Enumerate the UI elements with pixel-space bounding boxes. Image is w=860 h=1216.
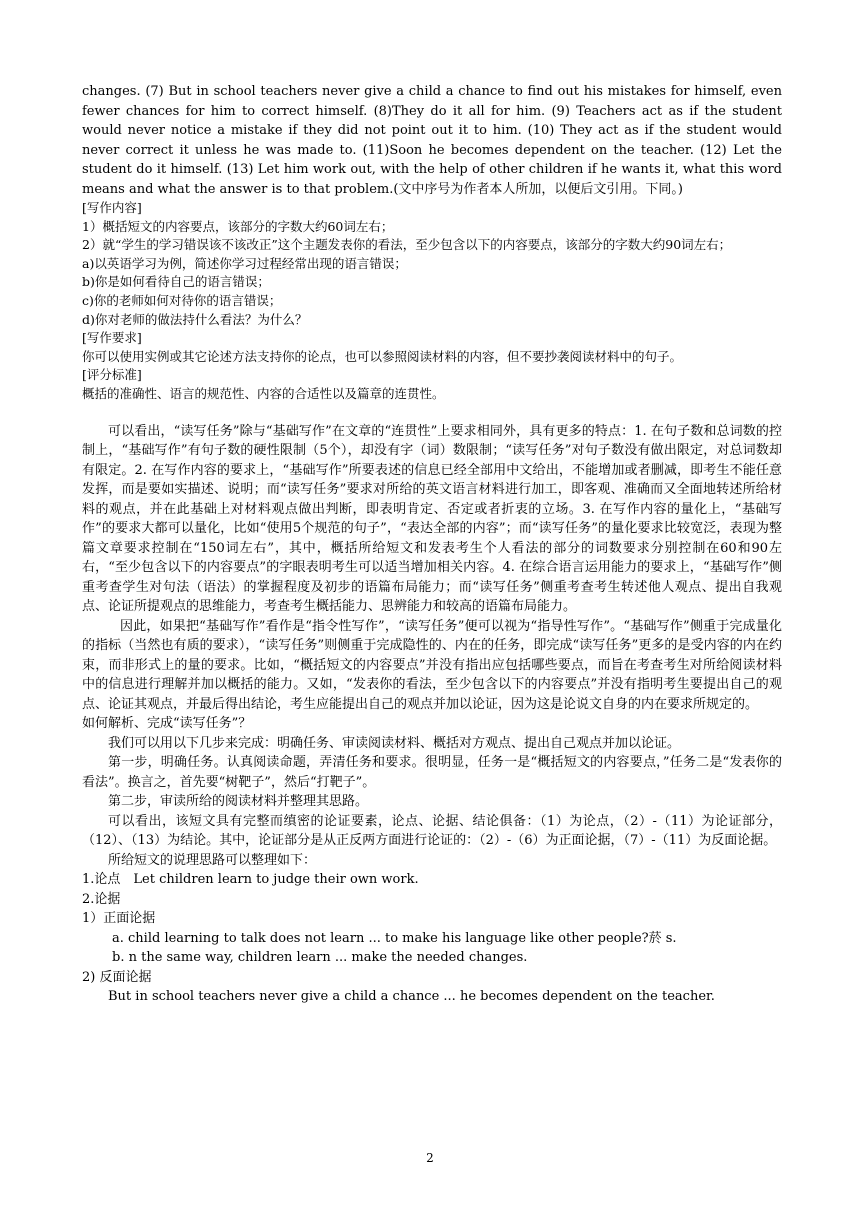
task-item-d: d)你对老师的做法持什么看法？为什么？ — [82, 311, 308, 327]
argument-structure-paragraph: 可以看出，该短文具有完整而缜密的论证要素，论点、论据、结论俱备：（1）为论点，（2）-（11）为论证部分，（12）、（13）为结论。其中，论证部分是从正反两方面进行论证的：（2）-（6）为正面论据，（7）-（11）为反面论据。 — [82, 813, 782, 849]
page-number: 2 — [426, 1151, 434, 1165]
task-item-1: 1）概括短文的内容要点，该部分的字数大约60词左右； — [82, 218, 394, 234]
task-item-b: b)你是如何看待自己的语言错误； — [82, 274, 270, 290]
task-item-a: a)以英语学习为例，简述你学习过程经常出现的语言错误； — [82, 255, 407, 271]
step-one-paragraph: 第一步，明确任务。认真阅读命题，弄清任务和要求。很明显，任务一是“概括短文的内容要点，”任务二是“发表你的看法”。换言之，首先要“树靶子”，然后“打靶子”。 — [82, 755, 782, 790]
document-page — [82, 82, 782, 1007]
requirement-header: [写作要求] — [82, 330, 142, 346]
analysis-paragraph-1: 可以看出，“读写任务”除与“基础写作”在文章的“连贯性”上要求相同外，具有更多的特点：1. 在句子数和总词数的控制上，“基础写作”有句子数的硬性限制（5个），却没有字（词）数限制；“读写任务”对句子数没有做出限定，对总词数却有限定。2. 在写作内容的要求上，“基础写作”所要表述的信息已经全部用中文给出，不能增加或者删减，即考生不能任意发挥，而是要如实描述、说明；而“读写任务”要求对所给的英文语言材料进行加工，即客观、准确而又全面地转述所给材料的观点，并在此基础上对材料观点做出判断，即表明肯定、否定或者折衷的立场。3. 在写作内容的量化上，“基础写作”的要求大都可以量化，比如“使用5个规范的句子”，“表达全部的内容”；而“读写任务”的量化要求比较宽泛，表现为整篇文章要求控制在“150词左右”，其中，概括所给短文和发表考生个人看法的部分的词数要求分别控制在60和90左右，“至少包含以下的内容要点”的字眼表明考生可以适当增加相关内容。4. 在综合语言运用能力的要求上，“基础写作”侧重考查学生对句法（语法）的掌握程度及初步的语篇布局能力；而“读写任务”侧重考查考生转述他人观点、提出自我观点、论证所提观点的思维能力，考查考生概括能力、思辨能力和较高的语篇布局能力。 — [82, 423, 782, 615]
outline-intro: 所给短文的说理思路可以整理如下： — [108, 852, 317, 868]
section-heading: 如何解析、完成“读写任务”？ — [82, 716, 252, 732]
outline-thesis: 1.论点 Let children learn to judge their own work. — [82, 872, 419, 888]
reading-text: changes. (7) But in school teachers never give a child a chance to find out his mistakes for himself, even fewer chances for him to correct himself. (8)They do it all for him. (9) Teachers act as if the student would never notice a mistake if they did not point out it to him. (10) They act as if the student would never correct it unless he was made to. (11)Soon he becomes dependent on the teacher. (12) Let the student do it himself. (13) Let him work out, with the help of other children if he wants it, what this word means and what the answer is to that problem.(文中序号为作者本人所加，以便后文引用。下同。) — [82, 84, 782, 197]
step-two-paragraph: 第二步，审读所给的阅读材料并整理其思路。 — [108, 794, 369, 810]
outline-evidence: 2.论据 — [82, 891, 121, 907]
steps-paragraph: 我们可以用以下几步来完成：明确任务、审读阅读材料、概括对方观点、提出自己观点并加以论证。 — [108, 735, 681, 751]
outline-positive-header: 1）正面论据 — [82, 911, 156, 927]
analysis-paragraph-2: 因此，如果把“基础写作”看作是“指令性写作”，“读写任务”便可以视为“指导性写作”。“基础写作”侧重于完成量化的指标（当然也有质的要求），“读写任务”则侧重于完成隐性的、内在的任务，即完成“读写任务”更多的是受内容的内在约束，而非形式上的量的要求。比如，“概括短文的内容要点”并没有指出应包括哪些要点，而旨在考查考生对所给阅读材料中的信息进行理解并加以概括的能力。又如，“发表你的看法，至少包含以下的内容要点”并没有指明考生要提出自己的观点、论证其观点，并最后得出结论，考生应能提出自己的观点并加以论证，因为这是论说文自身的内在要求所规定的。 — [82, 618, 782, 712]
outline-positive-b: b. n the same way, children learn ... make the needed changes. — [112, 950, 528, 966]
scoring-text: 概括的准确性、语言的规范性、内容的合适性以及篇章的连贯性。 — [82, 385, 445, 401]
task-header: [写作内容] — [82, 200, 142, 215]
task-item-c: c)你的老师如何对待你的语言错误； — [82, 292, 282, 308]
outline-negative-header: 2) 反面论据 — [82, 969, 152, 985]
requirement-text: 你可以使用实例或其它论述方法支持你的论点，也可以参照阅读材料的内容，但不要抄袭阅读材料中的句子。 — [82, 348, 683, 364]
scoring-header: [评分标准] — [82, 367, 142, 383]
task-item-2: 2）就“学生的学习错误该不该改正”这个主题发表你的看法，至少包含以下的内容要点，该部分的字数大约90词左右； — [82, 237, 732, 253]
outline-negative-text: But in school teachers never give a child a chance ... he becomes dependent on the teacher. — [108, 989, 715, 1005]
outline-positive-a: a. child learning to talk does not learn ... to make his language like other people?菸 s. — [112, 930, 677, 946]
